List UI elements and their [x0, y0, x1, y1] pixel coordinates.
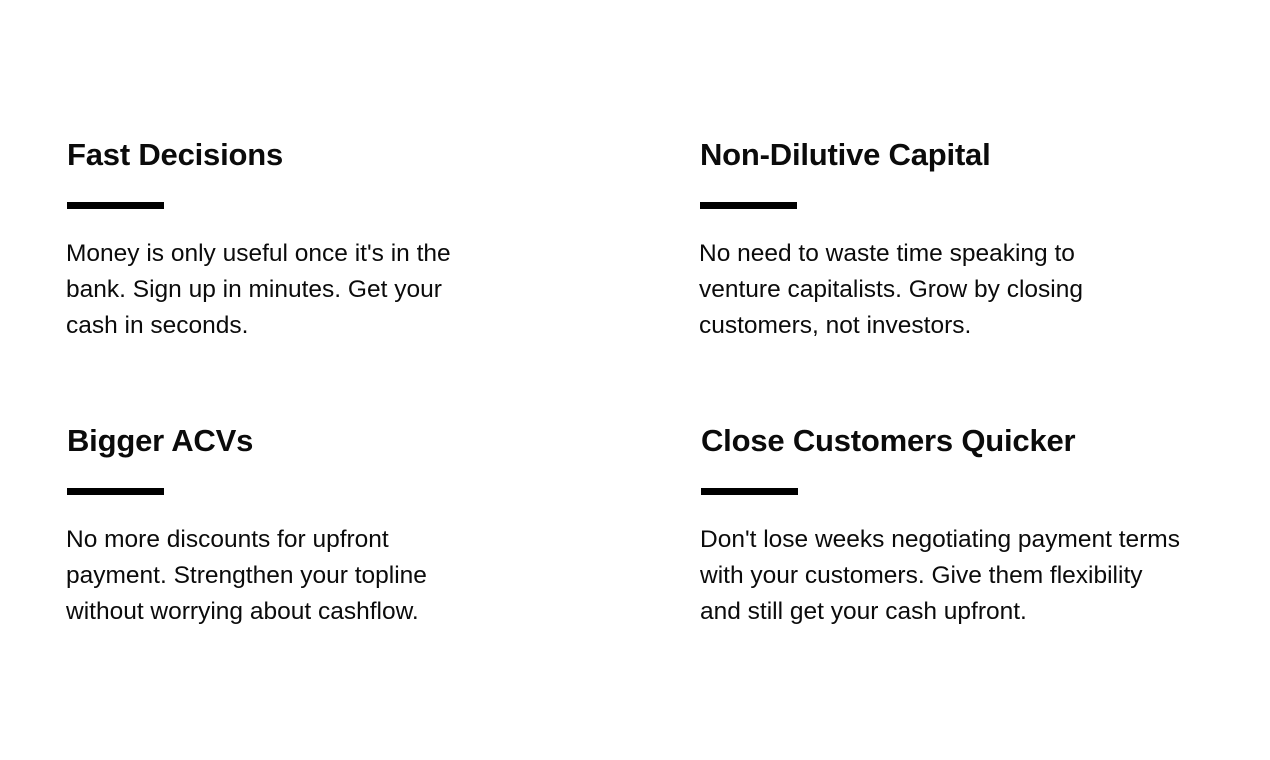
feature-close-customers-quicker — [701, 421, 1221, 630]
feature-title: Fast Decisions — [67, 137, 284, 172]
feature-fast-decisions — [67, 135, 587, 344]
feature-description: Money is only useful once it's in the bank. Sign up in minutes. Get your cash in seconds. — [66, 240, 451, 339]
feature-title: Close Customers Quicker — [701, 423, 1076, 458]
feature-non-dilutive-capital — [700, 135, 1220, 344]
title-underline — [700, 202, 797, 209]
feature-title: Non-Dilutive Capital — [700, 137, 991, 172]
title-underline — [701, 488, 798, 495]
title-underline — [67, 488, 164, 495]
feature-description: No need to waste time speaking to venture capitalists. Grow by closing customers, not investors. — [699, 240, 1083, 339]
feature-description: Don't lose weeks negotiating payment terms with your customers. Give them flexibility and still get your cash upfront. — [700, 526, 1180, 625]
feature-title: Bigger ACVs — [67, 423, 254, 458]
feature-description: No more discounts for upfront payment. Strengthen your topline without worrying about cashflow. — [66, 526, 427, 625]
feature-bigger-acvs — [67, 421, 587, 630]
title-underline — [67, 202, 164, 209]
